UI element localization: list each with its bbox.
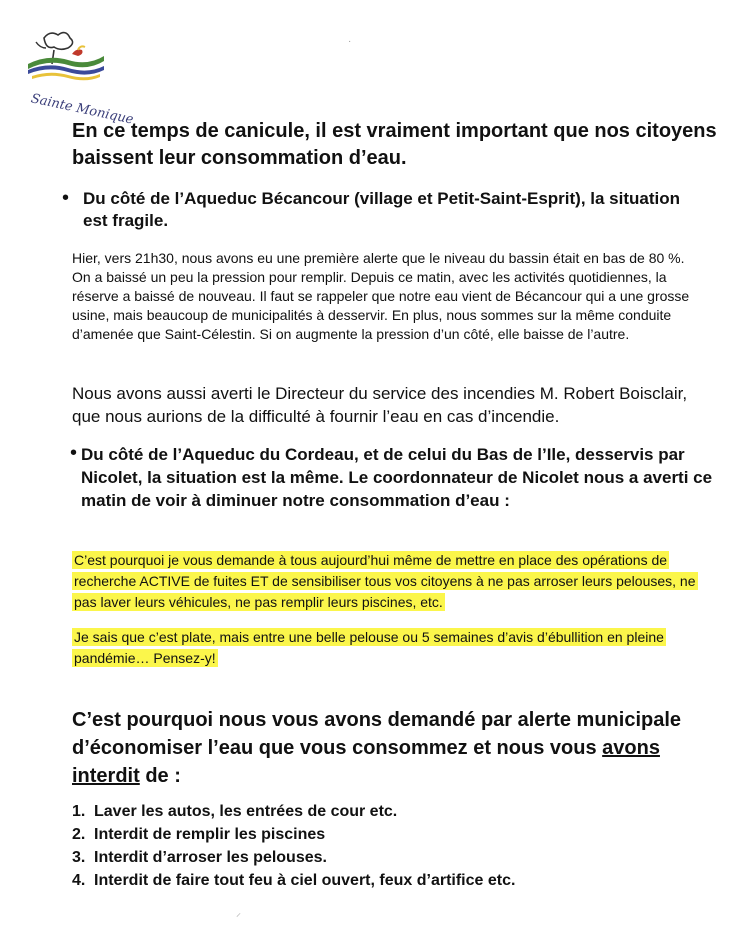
highlight-text: Je sais que c’est plate, mais entre une belle pelouse ou 5 semaines d’avis d’ébullition en pleine pandémie… Pensez-y! <box>74 629 664 666</box>
conclusion-heading <box>72 706 710 790</box>
rules-list <box>72 800 720 892</box>
scan-speck: · <box>348 36 352 47</box>
scan-speck: ⸝ <box>236 908 241 919</box>
conclusion-text-end: de : <box>139 765 181 787</box>
page-headline: En ce temps de canicule, il est vraiment important que nos citoyens baissent leur consommation d’eau. <box>72 120 717 169</box>
section-aqueduc-becancour <box>62 188 680 232</box>
list-number: 3. <box>72 849 86 866</box>
list-number: 4. <box>72 872 86 889</box>
section-title: Du côté de l’Aqueduc du Cordeau, et de celui du Bas de l’Ile, desservis par Nicolet, la situation est la même. Le coordonnateur de Nicolet nous a averti ce matin de voir à diminuer notre consommation d’eau : <box>81 445 713 510</box>
municipal-logo-icon <box>14 28 135 128</box>
bullet-icon: • <box>70 442 78 464</box>
logo-caption: Sainte Monique <box>29 91 135 128</box>
list-item <box>72 823 720 846</box>
list-text: Interdit d’arroser les pelouses. <box>94 849 327 866</box>
highlighted-note <box>72 627 710 669</box>
conclusion-underlined: avons interdit <box>72 737 660 787</box>
highlighted-request <box>72 550 710 613</box>
list-number: 2. <box>72 826 86 843</box>
list-item <box>72 800 720 823</box>
list-item <box>72 846 720 869</box>
list-text: Interdit de remplir les piscines <box>94 826 326 843</box>
conclusion-text: C’est pourquoi nous vous avons demandé par alerte municipale d’économiser l’eau que vous consommez et nous vous <box>72 709 682 759</box>
section-paragraph: Hier, vers 21h30, nous avons eu une première alerte que le niveau du bassin était en bas de 80 %. On a baissé un peu la pression pour remplir. Depuis ce matin, avec les activités quotidiennes, la réserve a baissé de nouveau. Il faut se rappeler que notre eau vient de Bécancour qui a une grosse usine, mais beaucoup de municipalités à desservir. En plus, nous sommes sur la même conduite d’amenée que Saint-Célestin. Si on augmente la pression d’un côté, elle baisse de l’autre. <box>72 250 690 342</box>
list-item <box>72 869 720 892</box>
section-paragraph-fire: Nous avons aussi averti le Directeur du service des incendies M. Robert Boisclair, que nous aurions de la difficulté à fournir l’eau en cas d’incendie. <box>72 384 688 426</box>
list-number: 1. <box>72 803 86 820</box>
section-aqueduc-cordeau <box>70 443 718 512</box>
list-text: Interdit de faire tout feu à ciel ouvert, feux d’artifice etc. <box>94 872 516 889</box>
list-text: Laver les autos, les entrées de cour etc. <box>94 803 398 820</box>
bullet-icon: • <box>62 187 70 209</box>
section-title: Du côté de l’Aqueduc Bécancour (village et Petit-Saint-Esprit), la situation est fragile. <box>83 189 680 230</box>
highlight-text: C’est pourquoi je vous demande à tous aujourd’hui même de mettre en place des opérations de recherche ACTIVE de fuites ET de sensibiliser tous vos citoyens à ne pas arroser leurs pelouses, ne pas laver leurs véhicules, ne pas remplir leurs piscines, etc. <box>74 552 696 610</box>
